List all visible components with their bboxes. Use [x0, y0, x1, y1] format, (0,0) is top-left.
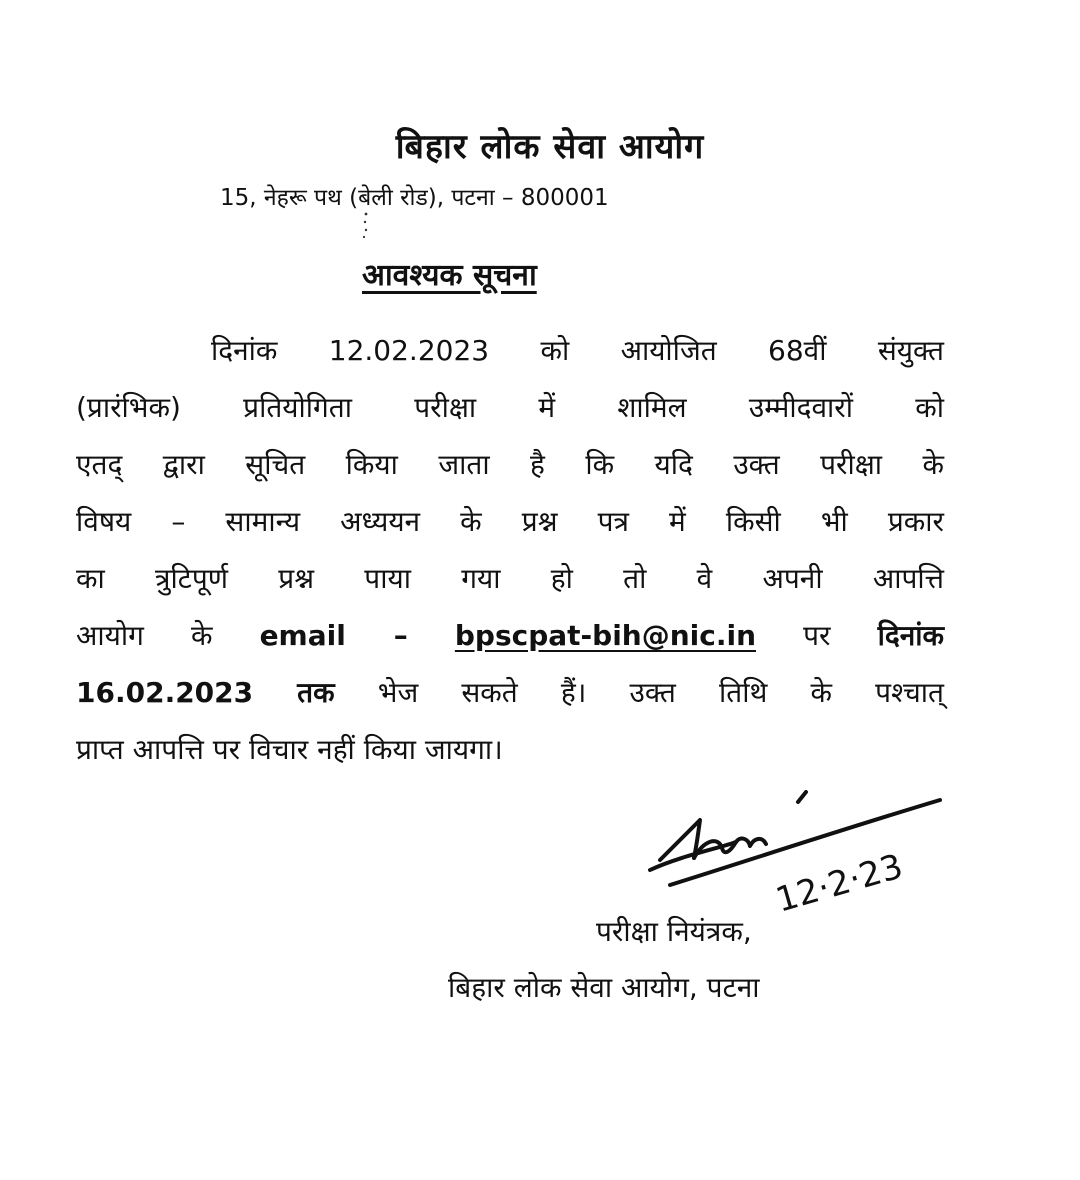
email-label: email – — [259, 619, 408, 652]
notice-line-7 — [76, 664, 944, 721]
stray-ink-mark — [362, 210, 370, 240]
email-link[interactable]: bpscpat-bih@nic.in — [454, 619, 757, 652]
line7-rest: भेज सकते हैं। उक्त तिथि के पश्चात् — [377, 676, 944, 709]
notice-title: आवश्यक सूचना — [362, 258, 537, 293]
deadline-date: 16.02.2023 तक — [76, 676, 335, 709]
signatory-organization: बिहार लोक सेवा आयोग, पटना — [448, 971, 760, 1004]
notice-line-5: का त्रुटिपूर्ण प्रश्न पाया गया हो तो वे अपनी आपत्ति — [76, 562, 944, 595]
notice-body — [76, 322, 944, 778]
notice-line-2: (प्रारंभिक) प्रतियोगिता परीक्षा में शामिल उम्मीदवारों को — [76, 391, 944, 424]
line6-prefix: आयोग के — [76, 619, 213, 652]
handwritten-date: 12·2·23 — [771, 846, 908, 921]
notice-line-1: दिनांक 12.02.2023 को आयोजित 68वीं संयुक्त — [211, 334, 944, 367]
line6-mid: पर — [803, 619, 831, 652]
deadline-word: दिनांक — [877, 619, 944, 652]
notice-line-3: एतद् द्वारा सूचित किया जाता है कि यदि उक्त परीक्षा के — [76, 448, 944, 481]
notice-line-8: प्राप्त आपत्ति पर विचार नहीं किया जायगा। — [76, 733, 503, 766]
signatory-role: परीक्षा नियंत्रक, — [596, 915, 752, 948]
organization-name: बिहार लोक सेवा आयोग — [395, 127, 705, 167]
notice-line-4: विषय – सामान्य अध्ययन के प्रश्न पत्र में किसी भी प्रकार — [76, 505, 944, 538]
notice-line-6 — [76, 607, 944, 664]
organization-address: 15, नेहरू पथ (बेली रोड), पटना – 800001 — [220, 185, 609, 211]
